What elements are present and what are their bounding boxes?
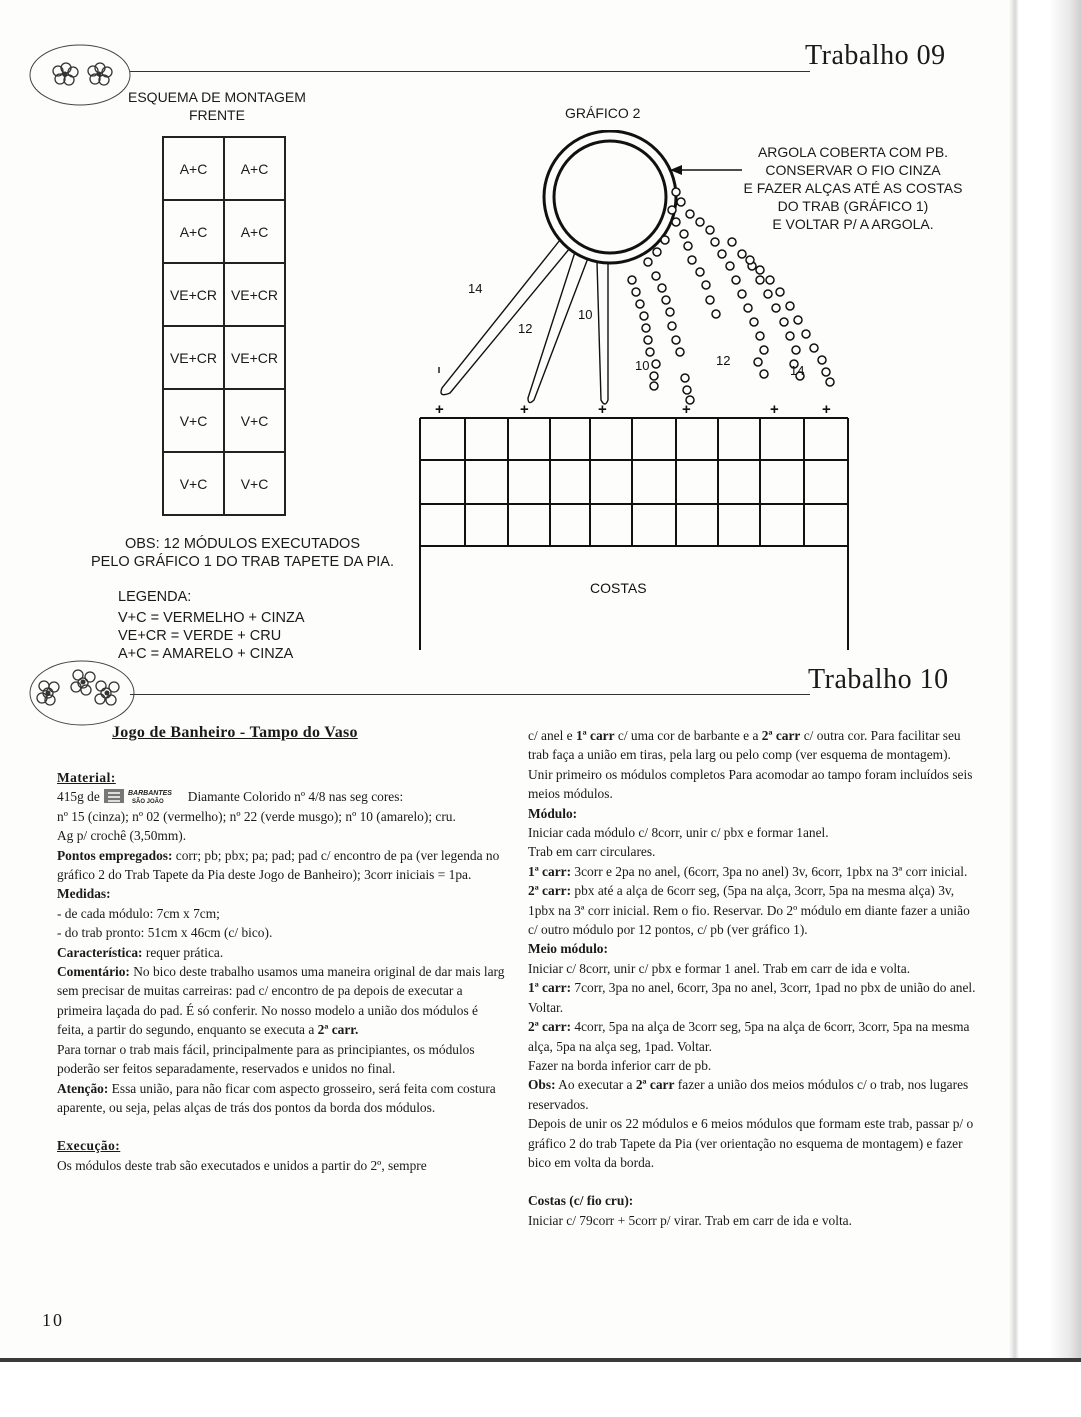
medidas-item: - do trab pronto: 51cm x 46cm (c/ bico). (57, 925, 273, 941)
section-title-1: Trabalho 09 (805, 40, 946, 71)
carr-label: 1ª carr: (528, 863, 572, 879)
obs-bold: 2ª carr (635, 1077, 675, 1093)
material-heading: Material: (57, 770, 116, 785)
plus-icon: + (770, 401, 779, 418)
grid-cell: VE+CR (224, 326, 285, 389)
flower-ornament-2 (28, 657, 138, 727)
grid-cell: V+C (224, 452, 285, 515)
count-label: 14 (790, 363, 805, 378)
intro-d: 2ª carr (761, 728, 801, 743)
modulo-text: Trab em carr circulares. (528, 844, 656, 860)
material-cont: nº 15 (cinza); nº 02 (vermelho); nº 22 (verde musgo); nº 10 (amarelo); cru. (57, 808, 456, 824)
material-pre: 415g de (57, 789, 100, 805)
carr-text: 4corr, 5pa na alça de 3corr seg, 5pa na alça de 6corr, 3corr, 5pa na mesma alça, 5pa na alça seg, 1pad. Voltar. (528, 1019, 970, 1054)
grid-cell: A+C (224, 200, 285, 263)
caracteristica (57, 943, 507, 962)
atencao (57, 1079, 507, 1118)
grid-cell: A+C (224, 137, 285, 200)
obs-label: Obs: (528, 1077, 556, 1093)
ring-inner (554, 141, 666, 253)
count-label: 14 (468, 281, 483, 296)
grid-cell: A+C (163, 137, 224, 200)
brand-name-line1: BARBANTES (127, 790, 172, 798)
meio-text: Iniciar c/ 8corr, unir c/ pbx e formar 1 anel. Trab em carr de ida e volta. (528, 960, 911, 976)
atencao-label: Atenção: (57, 1080, 109, 1096)
carr-label: 2ª carr: (528, 883, 572, 899)
carr-label: 2ª carr: (528, 1019, 572, 1035)
comentario-label: Comentário: (57, 964, 130, 980)
plus-icon: + (520, 401, 529, 418)
pontos (57, 846, 507, 885)
plus-icon: + (682, 401, 691, 418)
section-title-2: Trabalho 10 (808, 664, 949, 695)
note-line: CONSERVAR O FIO CINZA (765, 162, 941, 178)
count-label: 12 (716, 353, 731, 368)
obs-line1: OBS: 12 MÓDULOS EXECUTADOS (124, 536, 360, 552)
comentario (57, 962, 507, 1040)
grid-cell: V+C (163, 389, 224, 452)
meio-carr2 (528, 1017, 976, 1056)
modulo-carr2 (528, 881, 976, 939)
grafico-title: GRÁFICO 2 (565, 105, 641, 121)
legend-item: V+C = VERMELHO + CINZA (118, 610, 305, 626)
loop-10 (597, 262, 608, 404)
execucao-heading: Execução: (57, 1138, 121, 1154)
plus-icon: + (598, 401, 607, 418)
esquema-obs (75, 535, 410, 571)
right-intro (528, 726, 976, 804)
chain-row (652, 272, 684, 356)
grid-cell: V+C (224, 389, 285, 452)
costas-grid (420, 418, 848, 650)
caracteristica-label: Característica: (57, 944, 143, 960)
execucao-text: Os módulos deste trab são executados e unidos a partir do 2º, sempre (57, 1157, 427, 1173)
plus-marks (435, 401, 831, 418)
count-label: 10 (578, 307, 593, 322)
costas-label: COSTAS (590, 580, 647, 596)
loop-12 (528, 252, 588, 403)
agulha: Ag p/ crochê (3,50mm). (57, 828, 187, 844)
header-rule-1 (130, 71, 810, 72)
medidas-item: - de cada módulo: 7cm x 7cm; (57, 905, 220, 921)
costas-heading: Costas (c/ fio cru): (528, 1193, 634, 1209)
obs (528, 1075, 976, 1114)
atencao-text: Essa união, para não ficar com aspecto grosseiro, será feita com costura aparente, ou seja, pelas alças de trás dos pontos da borda dos módulos. (57, 1080, 496, 1115)
loop-14 (441, 240, 570, 395)
material-line (57, 787, 507, 806)
grid-cell: VE+CR (163, 326, 224, 389)
left-column (57, 768, 507, 1175)
pontos-label: Pontos empregados: (57, 847, 173, 863)
chain-row (680, 210, 720, 318)
note-line: DO TRAB (GRÁFICO 1) (777, 198, 929, 214)
carr-text: pbx até a alça de 6corr seg, (5pa na alça, 3corr, 5pa na mesma alça) 3v, 1pbx na 3ª corr inicial. Rem o fio. Reservar. Do 2º módulo em diante fazer a união c/ outro módulo por 12 pontos, c/ pb (ver gráfico 1). (528, 883, 970, 938)
note-line: E VOLTAR P/ A ARGOLA. (772, 216, 934, 232)
obs-text: fazer a união dos meios módulos c/ o trab, nos lugares reservados. (528, 1077, 969, 1112)
carr-text: 7corr, 3pa no anel, 6corr, 3pa no anel, 3corr, 1pad no pbx de união do anel. Voltar. (528, 980, 976, 1015)
brand-logo (104, 787, 184, 805)
ring-outer (544, 131, 676, 263)
obs-line2: PELO GRÁFICO 1 DO TRAB TAPETE DA PIA. (91, 554, 394, 570)
modulo-text: Iniciar cada módulo c/ 8corr, unir c/ pbx e formar 1anel. (528, 825, 829, 841)
modulo-heading: Módulo: (528, 805, 578, 821)
brand-name-line2: SÃO JOÃO (131, 799, 164, 806)
comentario-text2: Para tornar o trab mais fácil, principalmente para as principiantes, os módulos poderão ser feitos separadamente, reservados e unidos no final. (57, 1041, 475, 1077)
depois-text: Depois de unir os 22 módulos e 6 meios módulos que formam este trab, passar p/ o gráfico 2 do trab Tapete da Pia (ver orientação no esquema de montagem) e fazer bico em volta da borda. (528, 1116, 974, 1170)
caracteristica-text: requer prática. (142, 944, 224, 960)
plus-icon: + (822, 401, 831, 418)
note-line: E FAZER ALÇAS ATÉ AS COSTAS (743, 180, 963, 196)
grid-cell: VE+CR (163, 263, 224, 326)
legend (118, 588, 305, 663)
meio-borda: Fazer na borda inferior carr de pb. (528, 1057, 712, 1073)
right-column (528, 726, 976, 1230)
medidas-heading: Medidas: (57, 886, 111, 902)
plus-icon: + (435, 401, 444, 418)
esquema-title-line2: FRENTE (188, 107, 245, 123)
intro-a: c/ anel e (528, 728, 576, 743)
note-line: ARGOLA COBERTA COM PB. (757, 144, 949, 160)
article-heading: Jogo de Banheiro - Tampo do Vaso (112, 724, 358, 741)
comentario-bold: 2ª carr. (317, 1022, 359, 1038)
costas-text: Iniciar c/ 79corr + 5corr p/ virar. Trab em carr de ida e volta. (528, 1212, 852, 1228)
intro-c: c/ uma cor de barbante e a (614, 728, 762, 743)
header-rule-2 (130, 694, 810, 695)
flower-ornament-1 (28, 42, 138, 110)
legend-item: A+C = AMARELO + CINZA (118, 646, 294, 662)
assembly-grid (162, 136, 286, 516)
obs-text: Ao executar a (555, 1077, 636, 1093)
meio-carr1 (528, 978, 976, 1017)
comentario-text: No bico deste trabalho usamos uma maneira original de dar mais larg sem precisar de muitas carreiras: pad c/ encontro de pa depois de executar a primeira laçada do pad. É só conferir. No nosso modelo a união dos módulos é feita, a partir do segundo, enquanto se executa a (57, 964, 505, 1038)
intro-b: 1ª carr (575, 728, 615, 743)
page-number: 10 (42, 1310, 64, 1330)
grid-cell: A+C (163, 200, 224, 263)
legend-item: VE+CR = VERDE + CRU (118, 628, 282, 644)
carr-label: 1ª carr: (528, 980, 572, 996)
count-label: 10 (635, 358, 650, 373)
count-label: 12 (518, 321, 533, 336)
page-edge-right (1009, 0, 1081, 1413)
grid-cell: V+C (163, 452, 224, 515)
carr-text: 3corr e 2pa no anel, (6corr, 3pa no anel) 3v, 6corr, 1pbx na 3ª corr inicial. (571, 863, 968, 879)
esquema-title (128, 88, 306, 124)
crochet-chart (410, 130, 860, 660)
legend-title: LEGENDA: (118, 589, 192, 605)
pontos-text: corr; pb; pbx; pa; pad; pad c/ encontro de pa (ver legenda no gráfico 2 do Trab Tapete da Pia deste Jogo de Banheiro); 3corr iniciais = 1pa. (57, 847, 500, 883)
modulo-carr1 (528, 862, 976, 881)
material-post: Diamante Colorido nº 4/8 nas seg cores: (187, 789, 404, 805)
meio-modulo-heading: Meio módulo: (528, 941, 608, 957)
page-edge-bottom (0, 1358, 1081, 1417)
intro-e: c/ outra cor. Para facilitar seu trab faça a união em tiras, pela larg ou pelo comp (ver esquema de montagem). Unir primeiro os módulos completos Para acomodar ao tampo foram incluídos seis meios módulos. (528, 728, 973, 802)
esquema-title-line1: ESQUEMA DE MONTAGEM (128, 89, 306, 105)
grid-cell: VE+CR (224, 263, 285, 326)
